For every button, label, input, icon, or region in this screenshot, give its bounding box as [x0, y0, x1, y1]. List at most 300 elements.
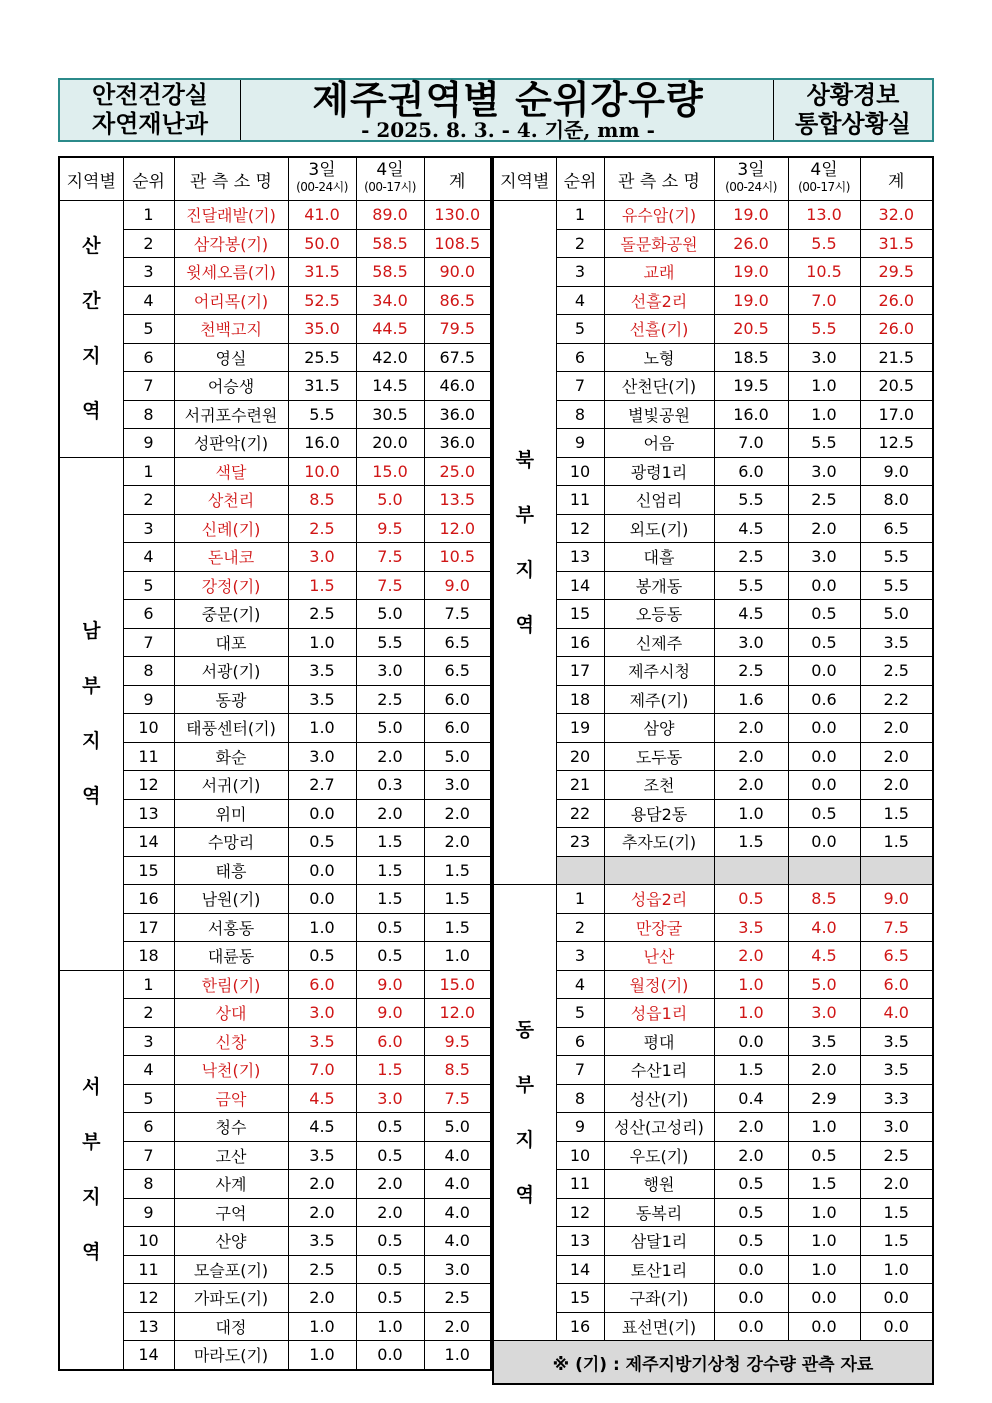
- cell-station: 만장굴: [604, 913, 714, 942]
- table-row: [493, 1312, 933, 1341]
- cell-station: 어음: [604, 429, 714, 458]
- cell-rank: 23: [556, 828, 604, 857]
- cell-day1: 3.5: [288, 657, 356, 686]
- cell-rank: 18: [556, 685, 604, 714]
- cell-day2: 1.0: [788, 1198, 860, 1227]
- cell-day1: 4.5: [714, 600, 788, 629]
- cell-total: 32.0: [860, 201, 933, 230]
- cell-day1: 0.0: [714, 1312, 788, 1341]
- cell-total: 1.5: [424, 856, 491, 885]
- table-row: [59, 771, 491, 800]
- table-row: [59, 1170, 491, 1199]
- table-row: [493, 400, 933, 429]
- cell-rank: 1: [556, 201, 604, 230]
- cell-rank: 15: [556, 1284, 604, 1313]
- table-row: [59, 1027, 491, 1056]
- cell-day1: 16.0: [714, 400, 788, 429]
- day2-label: 4일: [376, 160, 404, 180]
- region-label: 남 부 지 역: [59, 457, 123, 970]
- table-row: [59, 942, 491, 971]
- table-row: [493, 372, 933, 401]
- table-row: [493, 742, 933, 771]
- cell-station: 고산: [174, 1141, 288, 1170]
- cell-station: 모슬포(기): [174, 1255, 288, 1284]
- cell-station: 제주(기): [604, 685, 714, 714]
- cell-day2: 0.5: [788, 600, 860, 629]
- col-header-region: 지역별: [493, 157, 556, 201]
- table-row: [59, 457, 491, 486]
- cell-total: 26.0: [860, 286, 933, 315]
- table-row: [59, 970, 491, 999]
- cell-day2: 2.0: [356, 1198, 424, 1227]
- table-row: [59, 286, 491, 315]
- cell-day1: 3.5: [714, 913, 788, 942]
- cell-total: 6.5: [424, 657, 491, 686]
- cell-total: 5.0: [424, 742, 491, 771]
- cell-rank: 8: [123, 657, 174, 686]
- table-row: [493, 429, 933, 458]
- cell-day2: 20.0: [356, 429, 424, 458]
- cell-total: 1.0: [424, 1341, 491, 1370]
- cell-day2: 3.0: [356, 1084, 424, 1113]
- cell-day1: 2.0: [288, 1284, 356, 1313]
- cell-rank: 15: [556, 600, 604, 629]
- cell-total: 3.0: [860, 1113, 933, 1142]
- cell-total: 3.5: [860, 1027, 933, 1056]
- cell-station: 선흘2리: [604, 286, 714, 315]
- table-row: [493, 1198, 933, 1227]
- table-row: [493, 771, 933, 800]
- cell-total: 2.0: [424, 799, 491, 828]
- cell-total: 29.5: [860, 258, 933, 287]
- cell-day1: 10.0: [288, 457, 356, 486]
- cell-day1: 3.5: [288, 1027, 356, 1056]
- cell-day1: 1.0: [714, 970, 788, 999]
- cell-rank: 9: [123, 429, 174, 458]
- cell-day2: 0.5: [788, 1141, 860, 1170]
- cell-day2: 2.0: [356, 799, 424, 828]
- cell-rank: 9: [556, 429, 604, 458]
- cell-station: 신창: [174, 1027, 288, 1056]
- cell-day1: 3.5: [288, 1227, 356, 1256]
- cell-rank: 1: [123, 970, 174, 999]
- table-row: [493, 970, 933, 999]
- col-header-region: 지역별: [59, 157, 123, 201]
- cell-day1: 0.0: [714, 1027, 788, 1056]
- cell-station: 천백고지: [174, 315, 288, 344]
- empty-cell: [556, 856, 604, 885]
- department-box: [60, 80, 241, 140]
- day2-range: (00-17시): [798, 180, 850, 194]
- col-header-station: 관 측 소 명: [604, 157, 714, 201]
- cell-total: 1.0: [424, 942, 491, 971]
- cell-rank: 12: [556, 514, 604, 543]
- cell-rank: 20: [556, 742, 604, 771]
- cell-day1: 0.5: [714, 1170, 788, 1199]
- col-header-total: 계: [424, 157, 491, 201]
- table-row: [59, 201, 491, 230]
- table-row: [59, 657, 491, 686]
- cell-total: 86.5: [424, 286, 491, 315]
- cell-total: 2.2: [860, 685, 933, 714]
- cell-station: 성읍2리: [604, 885, 714, 914]
- table-row: [59, 514, 491, 543]
- cell-day2: 0.6: [788, 685, 860, 714]
- office-box: [773, 80, 932, 140]
- cell-day2: 0.3: [356, 771, 424, 800]
- cell-day1: 6.0: [714, 457, 788, 486]
- cell-day1: 41.0: [288, 201, 356, 230]
- cell-station: 별빛공원: [604, 400, 714, 429]
- cell-total: 20.5: [860, 372, 933, 401]
- cell-day2: 58.5: [356, 258, 424, 287]
- cell-station: 중문(기): [174, 600, 288, 629]
- region-label: 북 부 지 역: [493, 201, 556, 885]
- cell-rank: 9: [123, 685, 174, 714]
- table-row: [59, 628, 491, 657]
- cell-day1: 5.5: [288, 400, 356, 429]
- cell-rank: 1: [556, 885, 604, 914]
- day2-label: 4일: [810, 160, 838, 180]
- cell-station: 금악: [174, 1084, 288, 1113]
- department-line2: 자연재난과: [92, 110, 208, 138]
- table-row: [493, 457, 933, 486]
- cell-station: 대포: [174, 628, 288, 657]
- cell-station: 가파도(기): [174, 1284, 288, 1313]
- cell-day1: 20.5: [714, 315, 788, 344]
- cell-total: 5.0: [860, 600, 933, 629]
- table-row: [59, 742, 491, 771]
- cell-station: 어리목(기): [174, 286, 288, 315]
- cell-station: 상천리: [174, 486, 288, 515]
- cell-day1: 3.0: [288, 999, 356, 1028]
- region-label: 서 부 지 역: [59, 970, 123, 1370]
- cell-rank: 13: [123, 1312, 174, 1341]
- cell-day1: 2.5: [714, 543, 788, 572]
- office-line2: 통합상황실: [795, 110, 911, 138]
- cell-total: 7.5: [860, 913, 933, 942]
- cell-day2: 3.0: [788, 457, 860, 486]
- cell-rank: 9: [123, 1198, 174, 1227]
- cell-day1: 26.0: [714, 229, 788, 258]
- cell-rank: 18: [123, 942, 174, 971]
- cell-station: 수망리: [174, 828, 288, 857]
- cell-station: 제주시청: [604, 657, 714, 686]
- cell-total: 67.5: [424, 343, 491, 372]
- cell-total: 12.5: [860, 429, 933, 458]
- table-row: [493, 258, 933, 287]
- cell-station: 서홍동: [174, 913, 288, 942]
- page-subtitle: - 2025. 8. 3. - 4. 기준, mm -: [361, 118, 655, 142]
- table-row: [59, 1255, 491, 1284]
- cell-rank: 3: [123, 258, 174, 287]
- cell-total: 4.0: [424, 1141, 491, 1170]
- cell-station: 강정(기): [174, 571, 288, 600]
- cell-day1: 1.0: [288, 628, 356, 657]
- cell-day2: 30.5: [356, 400, 424, 429]
- cell-station: 도두동: [604, 742, 714, 771]
- cell-day2: 0.0: [788, 571, 860, 600]
- cell-station: 행원: [604, 1170, 714, 1199]
- table-row: [493, 1056, 933, 1085]
- cell-rank: 6: [123, 600, 174, 629]
- cell-day2: 1.0: [788, 1227, 860, 1256]
- cell-day1: 2.7: [288, 771, 356, 800]
- table-row: [59, 1341, 491, 1370]
- table-row: [59, 1084, 491, 1113]
- cell-day1: 19.5: [714, 372, 788, 401]
- cell-day2: 0.0: [788, 1284, 860, 1313]
- cell-station: 삼달1리: [604, 1227, 714, 1256]
- cell-day2: 2.0: [356, 742, 424, 771]
- cell-total: 17.0: [860, 400, 933, 429]
- cell-rank: 4: [123, 1056, 174, 1085]
- cell-station: 대륜동: [174, 942, 288, 971]
- cell-total: 5.0: [424, 1113, 491, 1142]
- cell-station: 표선면(기): [604, 1312, 714, 1341]
- cell-day1: 5.5: [714, 486, 788, 515]
- cell-day1: 0.5: [288, 942, 356, 971]
- cell-day2: 42.0: [356, 343, 424, 372]
- cell-total: 36.0: [424, 400, 491, 429]
- empty-cell: [714, 856, 788, 885]
- cell-station: 마라도(기): [174, 1341, 288, 1370]
- cell-day1: 25.5: [288, 343, 356, 372]
- cell-day1: 2.0: [714, 942, 788, 971]
- cell-day2: 3.0: [788, 343, 860, 372]
- cell-day2: 2.0: [788, 514, 860, 543]
- table-row: [493, 1255, 933, 1284]
- cell-total: 2.0: [860, 1170, 933, 1199]
- cell-rank: 16: [556, 628, 604, 657]
- cell-rank: 8: [123, 400, 174, 429]
- cell-rank: 8: [556, 1084, 604, 1113]
- table-row: [59, 856, 491, 885]
- cell-rank: 13: [123, 799, 174, 828]
- day1-range: (00-24시): [296, 180, 348, 194]
- cell-day1: 1.0: [714, 799, 788, 828]
- cell-total: 108.5: [424, 229, 491, 258]
- table-row: [493, 685, 933, 714]
- cell-day1: 3.0: [714, 628, 788, 657]
- cell-rank: 5: [556, 999, 604, 1028]
- table-row: [493, 514, 933, 543]
- col-header-total: 계: [860, 157, 933, 201]
- cell-rank: 4: [123, 286, 174, 315]
- table-row: [59, 1227, 491, 1256]
- cell-total: 8.0: [860, 486, 933, 515]
- cell-total: 9.5: [424, 1027, 491, 1056]
- cell-total: 3.0: [424, 1255, 491, 1284]
- table-row: [59, 400, 491, 429]
- day1-label: 3일: [308, 160, 336, 180]
- footnote-row: [493, 1341, 933, 1385]
- cell-day2: 7.5: [356, 571, 424, 600]
- cell-total: 25.0: [424, 457, 491, 486]
- cell-total: 1.5: [424, 913, 491, 942]
- cell-day2: 0.0: [788, 771, 860, 800]
- cell-day2: 58.5: [356, 229, 424, 258]
- cell-day1: 3.5: [288, 1141, 356, 1170]
- cell-day1: 5.5: [714, 571, 788, 600]
- cell-station: 추자도(기): [604, 828, 714, 857]
- cell-rank: 11: [123, 742, 174, 771]
- cell-station: 월정(기): [604, 970, 714, 999]
- cell-day1: 18.5: [714, 343, 788, 372]
- cell-day2: 0.0: [788, 657, 860, 686]
- table-row: [59, 543, 491, 572]
- table-row: [59, 1284, 491, 1313]
- cell-total: 3.5: [860, 628, 933, 657]
- cell-day1: 0.0: [714, 1284, 788, 1313]
- cell-total: 1.0: [860, 1255, 933, 1284]
- cell-day2: 0.5: [356, 1284, 424, 1313]
- table-row: [59, 685, 491, 714]
- cell-day2: 3.5: [788, 1027, 860, 1056]
- cell-day2: 0.5: [356, 942, 424, 971]
- cell-day1: 19.0: [714, 258, 788, 287]
- cell-day1: 4.5: [714, 514, 788, 543]
- cell-day1: 2.0: [288, 1198, 356, 1227]
- footnote: ※ (기) : 제주지방기상청 강수량 관측 자료: [493, 1341, 933, 1385]
- cell-day1: 3.0: [288, 742, 356, 771]
- cell-station: 상대: [174, 999, 288, 1028]
- cell-day2: 1.0: [788, 1255, 860, 1284]
- day2-range: (00-17시): [364, 180, 416, 194]
- cell-rank: 4: [123, 543, 174, 572]
- cell-day2: 6.0: [356, 1027, 424, 1056]
- cell-rank: 1: [123, 457, 174, 486]
- cell-day2: 1.0: [356, 1312, 424, 1341]
- cell-station: 교래: [604, 258, 714, 287]
- cell-day2: 5.0: [356, 600, 424, 629]
- cell-total: 130.0: [424, 201, 491, 230]
- cell-rank: 16: [123, 885, 174, 914]
- cell-day2: 7.0: [788, 286, 860, 315]
- cell-total: 6.0: [860, 970, 933, 999]
- cell-day2: 2.5: [356, 685, 424, 714]
- table-row: [493, 828, 933, 857]
- cell-day1: 1.0: [288, 714, 356, 743]
- cell-day2: 1.0: [788, 1113, 860, 1142]
- cell-rank: 11: [123, 1255, 174, 1284]
- cell-rank: 11: [556, 1170, 604, 1199]
- cell-day1: 1.5: [714, 828, 788, 857]
- cell-total: 1.5: [860, 799, 933, 828]
- cell-rank: 5: [556, 315, 604, 344]
- cell-day1: 4.5: [288, 1113, 356, 1142]
- empty-cell: [604, 856, 714, 885]
- cell-station: 신엄리: [604, 486, 714, 515]
- table-row: [59, 999, 491, 1028]
- left-rainfall-table: [58, 156, 492, 1371]
- table-header-row: [493, 157, 933, 201]
- cell-day1: 35.0: [288, 315, 356, 344]
- table-row: [493, 286, 933, 315]
- cell-station: 노형: [604, 343, 714, 372]
- table-row: [59, 372, 491, 401]
- cell-rank: 3: [123, 514, 174, 543]
- cell-total: 36.0: [424, 429, 491, 458]
- cell-day2: 0.0: [788, 828, 860, 857]
- cell-day2: 0.5: [788, 799, 860, 828]
- cell-rank: 5: [123, 315, 174, 344]
- table-row: [493, 999, 933, 1028]
- cell-day2: 9.0: [356, 999, 424, 1028]
- cell-total: 2.5: [860, 1141, 933, 1170]
- cell-station: 성판악(기): [174, 429, 288, 458]
- cell-rank: 2: [123, 229, 174, 258]
- cell-rank: 10: [123, 1227, 174, 1256]
- cell-station: 어승생: [174, 372, 288, 401]
- cell-day2: 2.9: [788, 1084, 860, 1113]
- cell-rank: 13: [556, 543, 604, 572]
- cell-day2: 10.5: [788, 258, 860, 287]
- title-box: [242, 80, 774, 140]
- table-row: [493, 1027, 933, 1056]
- cell-day1: 7.0: [288, 1056, 356, 1085]
- cell-rank: 10: [123, 714, 174, 743]
- cell-day1: 2.0: [288, 1170, 356, 1199]
- cell-day2: 0.5: [356, 1255, 424, 1284]
- cell-station: 산양: [174, 1227, 288, 1256]
- cell-station: 신례(기): [174, 514, 288, 543]
- cell-station: 서귀포수련원: [174, 400, 288, 429]
- empty-cell: [860, 856, 933, 885]
- left-table-wrap: [58, 156, 492, 1371]
- cell-total: 1.5: [860, 1198, 933, 1227]
- cell-rank: 4: [556, 970, 604, 999]
- cell-total: 6.0: [424, 685, 491, 714]
- cell-rank: 2: [556, 913, 604, 942]
- table-row: [493, 628, 933, 657]
- cell-day1: 4.5: [288, 1084, 356, 1113]
- cell-day2: 1.5: [356, 1056, 424, 1085]
- cell-station: 대정: [174, 1312, 288, 1341]
- cell-day1: 0.0: [288, 799, 356, 828]
- cell-day1: 0.5: [288, 828, 356, 857]
- cell-rank: 10: [556, 1141, 604, 1170]
- cell-day1: 1.0: [714, 999, 788, 1028]
- cell-rank: 7: [123, 1141, 174, 1170]
- cell-total: 4.0: [424, 1170, 491, 1199]
- cell-station: 동광: [174, 685, 288, 714]
- table-row: [493, 799, 933, 828]
- cell-rank: 17: [556, 657, 604, 686]
- cell-station: 용담2동: [604, 799, 714, 828]
- cell-rank: 6: [556, 343, 604, 372]
- cell-day2: 9.5: [356, 514, 424, 543]
- table-header-row: [59, 157, 491, 201]
- cell-total: 15.0: [424, 970, 491, 999]
- cell-station: 난산: [604, 942, 714, 971]
- cell-station: 청수: [174, 1113, 288, 1142]
- region-label: 산 간 지 역: [59, 201, 123, 458]
- cell-rank: 12: [123, 771, 174, 800]
- cell-day1: 1.5: [288, 571, 356, 600]
- cell-rank: 7: [123, 628, 174, 657]
- cell-day2: 5.5: [356, 628, 424, 657]
- cell-day1: 2.5: [288, 514, 356, 543]
- cell-total: 13.5: [424, 486, 491, 515]
- cell-day1: 0.4: [714, 1084, 788, 1113]
- cell-day1: 2.0: [714, 1113, 788, 1142]
- cell-station: 성산(기): [604, 1084, 714, 1113]
- cell-station: 대흘: [604, 543, 714, 572]
- cell-station: 태흥: [174, 856, 288, 885]
- cell-station: 산천단(기): [604, 372, 714, 401]
- cell-day1: 19.0: [714, 201, 788, 230]
